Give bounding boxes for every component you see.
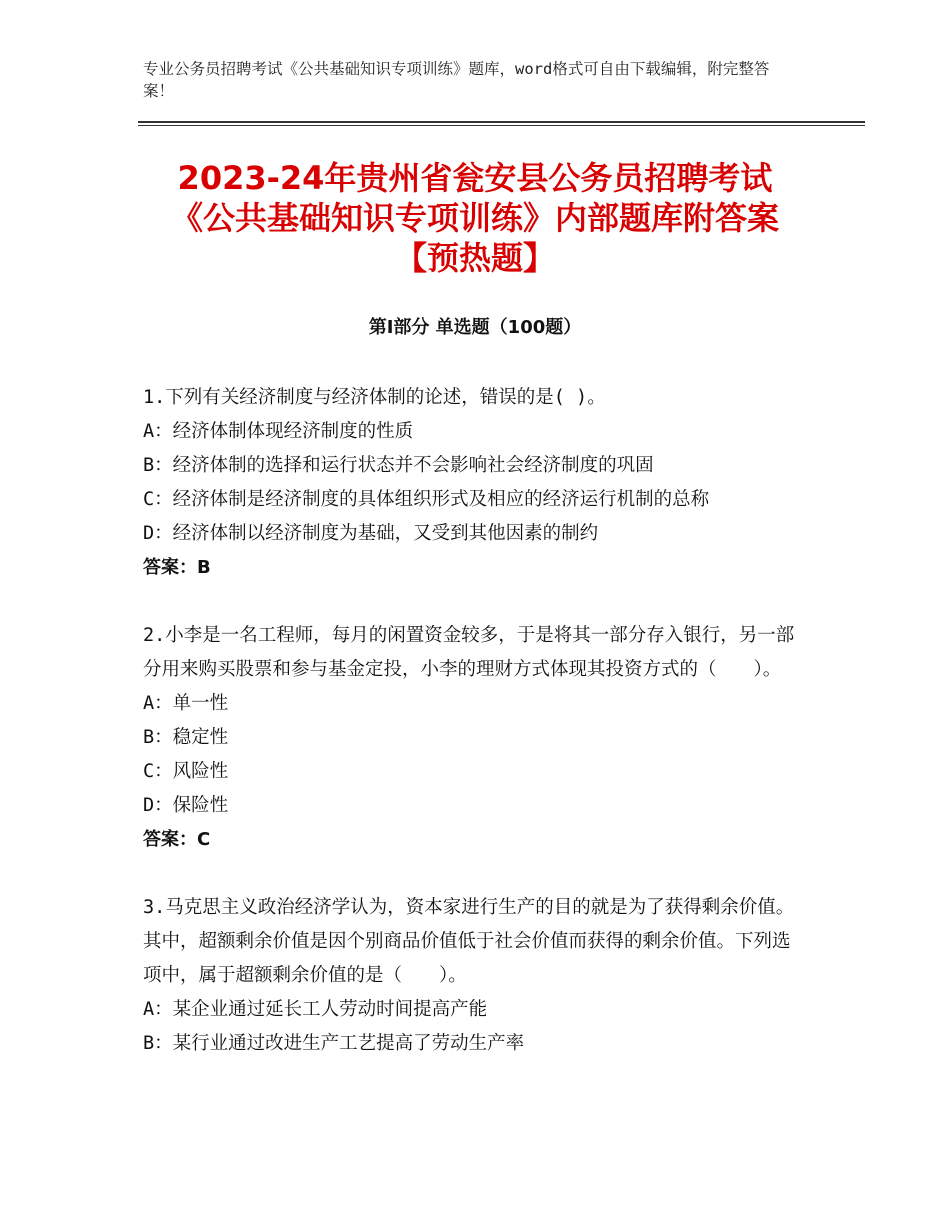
option-d: D：保险性 (143, 795, 229, 816)
option-a: A：某企业通过延长工人劳动时间提高产能 (143, 999, 488, 1020)
question-stem: 3.马克思主义政治经济学认为，资本家进行生产的目的就是为了获得剩余价值。其中，超额剩余价值是因个别商品价值低于社会价值而获得的剩余价值。下列选项中，属于超额剩余价值的是（ ）。 (143, 897, 795, 986)
option-b: B：稳定性 (143, 727, 229, 748)
question-stem: 2.小李是一名工程师，每月的闲置资金较多，于是将其一部分存入银行，另一部分用来购买股票和参与基金定投，小李的理财方式体现其投资方式的（ ）。 (143, 625, 795, 680)
question-3 (143, 891, 808, 1061)
question-1 (143, 381, 808, 585)
option-c: C：经济体制是经济制度的具体组织形式及相应的经济运行机制的总称 (143, 489, 710, 510)
header-divider-thick (138, 121, 865, 123)
header-divider-thin (138, 125, 865, 126)
option-a: A：经济体制体现经济制度的性质 (143, 421, 414, 442)
answer: 答案：B (143, 557, 211, 578)
document-title (138, 158, 812, 278)
option-b: B：经济体制的选择和运行状态并不会影响社会经济制度的巩固 (143, 455, 654, 476)
question-2 (143, 619, 808, 857)
header-note: 专业公务员招聘考试《公共基础知识专项训练》题库，word格式可自由下载编辑，附完整答案！ (143, 60, 770, 100)
title-line-2: 《公共基础知识专项训练》内部题库附答案 (170, 199, 779, 237)
option-a: A：单一性 (143, 693, 229, 714)
question-list (143, 381, 808, 1095)
option-d: D：经济体制以经济制度为基础，又受到其他因素的制约 (143, 523, 599, 544)
title-line-1: 2023-24年贵州省瓮安县公务员招聘考试 (177, 159, 773, 197)
option-b: B：某行业通过改进生产工艺提高了劳动生产率 (143, 1033, 525, 1054)
title-line-3: 【预热题】 (394, 239, 555, 277)
answer: 答案：C (143, 829, 211, 850)
option-c: C：风险性 (143, 761, 229, 782)
question-stem: 1.下列有关经济制度与经济体制的论述，错误的是( )。 (143, 387, 606, 408)
section-heading: 第Ⅰ部分 单选题（100题） (368, 317, 582, 338)
